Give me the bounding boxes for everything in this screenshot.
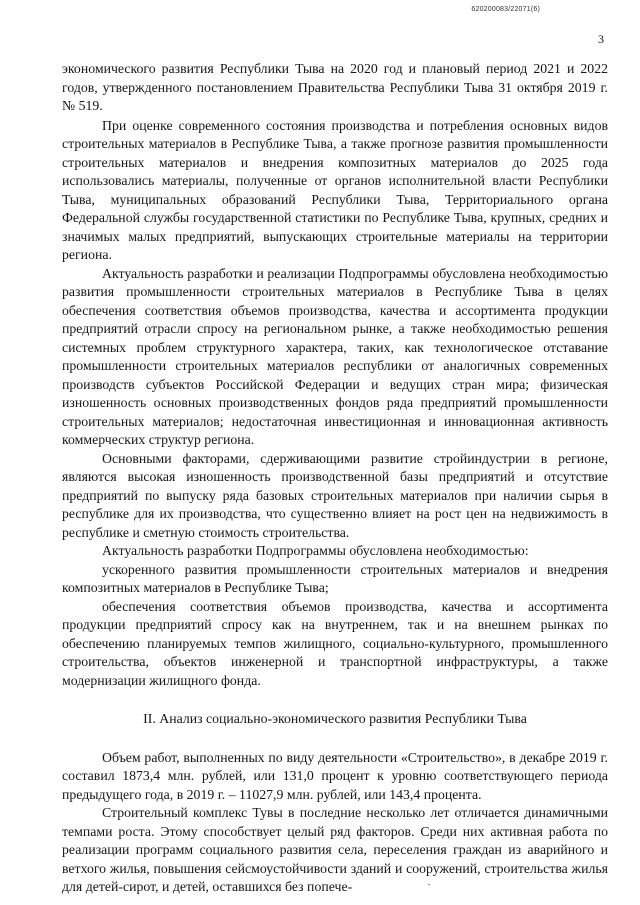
paragraph: При оценке современного состояния производства и потребления основных видов строительных материалов в Республике Тыва, а также прогнозе развития промышленности строительных материалов и внедрения композитных материалов до 2025 года использовались материалы, полученные от органов исполнительной власти Республики Тыва, муниципальных образований Республики Тыва, Территориального органа Федеральной службы государственной статистики по Республике Тыва, крупных, средних и значимых малых предприятий, выпускающих строительные материалы на территории региона. [62, 117, 608, 262]
paragraph: ускоренного развития промышленности строительных материалов и внедрения композитных материалов в Республике Тыва; [62, 561, 608, 595]
paragraph: Актуальность разработки и реализации Подпрограммы обусловлена необходимостью развития промышленности строительных материалов в Республике Тыва в целях обеспечения соответствия объемов производства, качества и ассортимента продукции предприятий отрасли спросу на региональном рынке, а также необходимостью решения системных проблем структурного характера, таких, как технологическое отставание промышленности строительных материалов республики от аналогичных современных производств субъектов Российской Федерации и ведущих стран мира; физическая изношенность основных производственных фондов ряда предприятий промышленности строительных материалов; недостаточная инвестиционная и инновационная активность коммерческих структур региона. [62, 265, 608, 447]
section-heading: II. Анализ социально-экономического развития Республики Тыва [143, 711, 527, 726]
paragraph: Строительный комплекс Тувы в последние несколько лет отличается динамичными темпами роста. Этому способствует целый ряд факторов. Среди них активная работа по реализации программ социального развития села, переселения граждан из аварийного и ветхого жилья, повышения сейсмоустойчивости зданий и сооружений, строительства жилья для детей-сирот, и детей, оставшихся без попече- [62, 805, 608, 894]
paragraph: Объем работ, выполненных по виду деятельности «Строительство», в декабре 2019 г. составил 1873,4 млн. рублей, или 131,0 процент к уровню соответствующего периода предыдущего года, в 2019 г. – 11027,9 млн. рублей, или 143,4 процента. [62, 749, 608, 802]
paragraph: Основными факторами, сдерживающими развитие стройиндустрии в регионе, являются высокая изношенность производственной базы предприятий и отсутствие предприятий по выпуску ряда базовых строительных материалов при наличии сырья в республике для их производства, что существенно влияет на рост цен на недвижимость в республике и сметную стоимость строительства. [62, 450, 608, 540]
paragraph: обеспечения соответствия объемов производства, качества и ассортимента продукции предприятий спросу как на внутреннем, так и на внешнем рынках по обеспечению планируемых темпов жилищного, социально-культурного, промышленного строительства, объектов инженерной и транспортной инфраструктуры, а также модернизации жилищного фонда. [62, 598, 608, 688]
document-id: 620200083/22071(6) [471, 6, 540, 13]
scan-speck [428, 884, 430, 885]
paragraph: экономического развития Республики Тыва на 2020 год и плановый период 2021 и 2022 годов, утвержденного постановлением Правительства Республики Тыва 31 октября 2019 г. № 519. [62, 61, 608, 113]
page-number: 3 [598, 32, 604, 46]
paragraph: Актуальность разработки Подпрограммы обусловлена необходимостью: [102, 543, 529, 558]
document-body [62, 60, 608, 897]
